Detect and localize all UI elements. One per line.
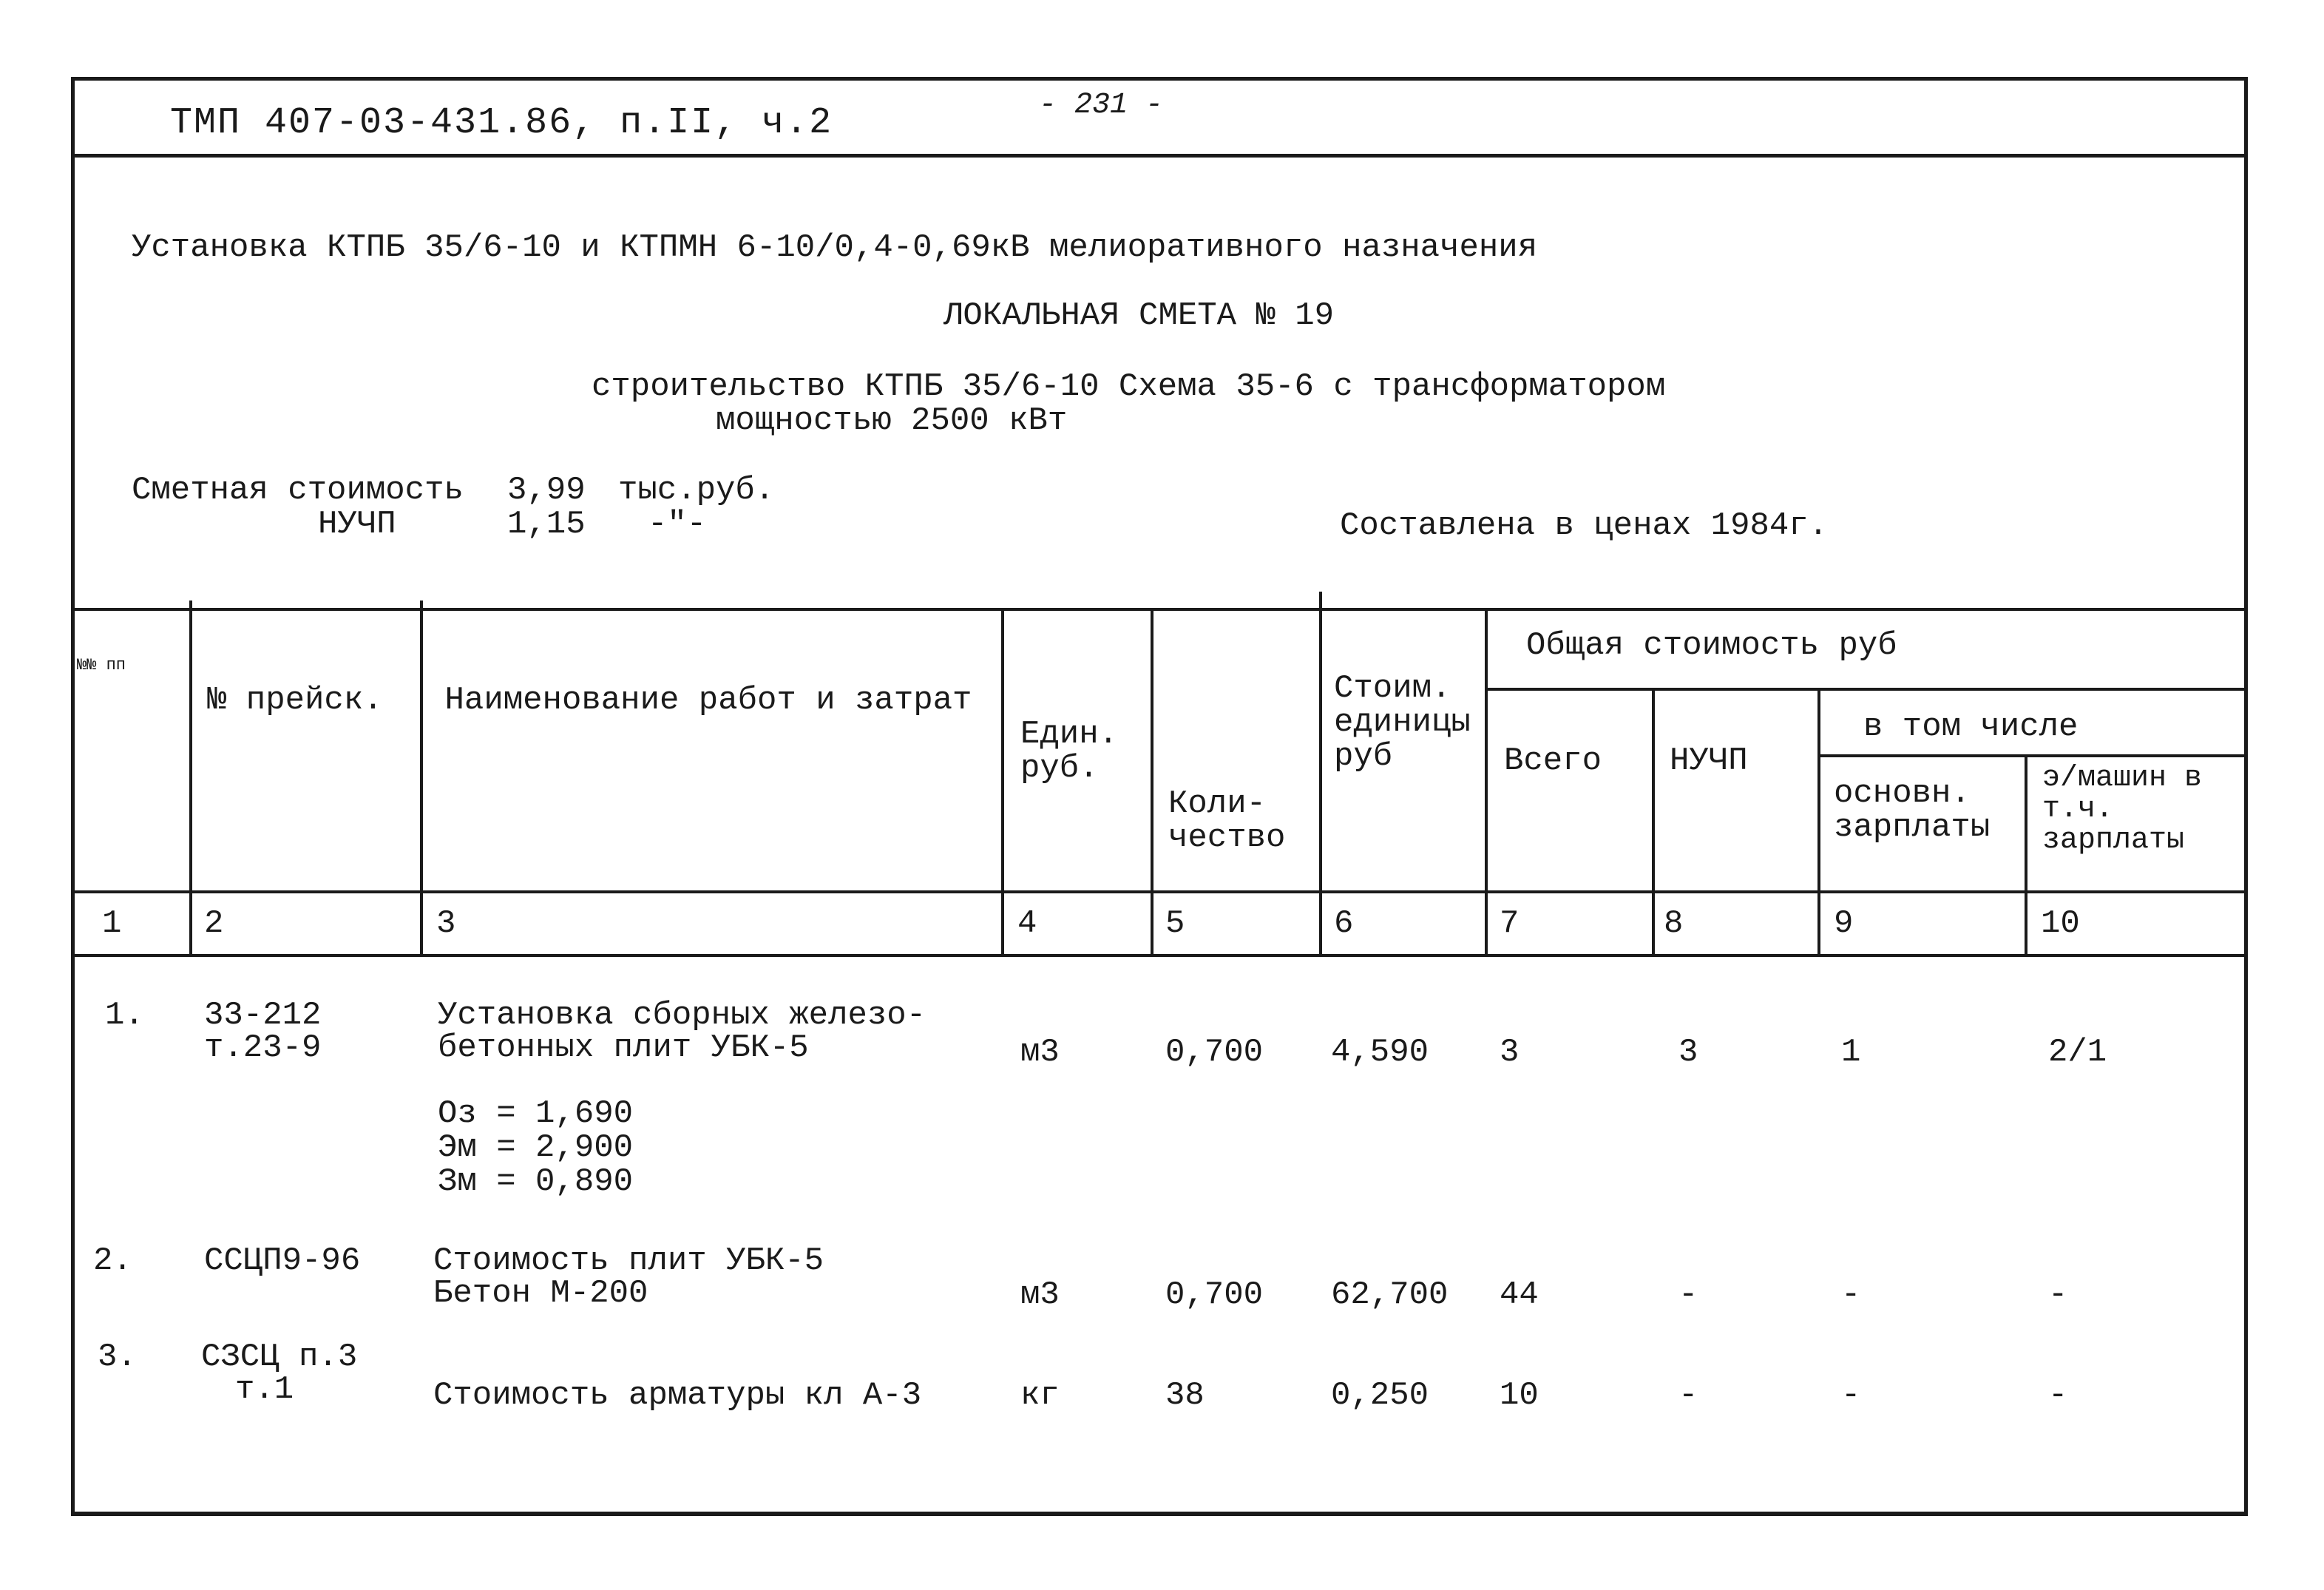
power-rating: мощностью 2500 кВт — [716, 402, 1068, 439]
column-number-1: 1 — [102, 905, 122, 942]
header-unit: Един. руб. — [1020, 716, 1119, 788]
total-group-line — [1485, 688, 2248, 691]
header-wages: основн. зарплаты — [1834, 775, 1991, 847]
cost-value: 3,99 — [507, 472, 586, 509]
column-number-7: 7 — [1500, 905, 1520, 942]
col-divider-1 — [189, 601, 192, 954]
unit: кг — [1020, 1377, 1060, 1414]
cost-label: Сметная стоимость — [132, 472, 464, 509]
column-number-4: 4 — [1017, 905, 1037, 942]
col-divider-7 — [1652, 688, 1655, 954]
unit: м3 — [1020, 1276, 1060, 1313]
column-number-2: 2 — [204, 905, 224, 942]
row-number: 3. — [98, 1339, 137, 1376]
header-unit-cost: Стоим. единицы руб — [1334, 670, 1471, 776]
work-name-cont: бетонных плит УБК-5 — [438, 1029, 809, 1066]
cost-note: Зм = 0,890 — [438, 1163, 634, 1200]
quantity: 0,700 — [1165, 1034, 1264, 1071]
machines-cost: - — [2048, 1276, 2068, 1313]
nuchp-label: НУЧП — [318, 506, 396, 543]
nuchp-value: 1,15 — [507, 506, 586, 543]
total-cost: 44 — [1500, 1276, 1539, 1313]
col-divider-8 — [1817, 688, 1820, 954]
cost-note: Оз = 1,690 — [438, 1095, 634, 1132]
quantity: 0,700 — [1165, 1276, 1264, 1313]
header-work-name: Наименование работ и затрат — [444, 682, 972, 719]
table-top-line — [71, 608, 2248, 611]
machines-cost: 2/1 — [2048, 1034, 2107, 1071]
pricelist-ref-detail: т.1 — [235, 1371, 294, 1408]
row-number: 1. — [105, 997, 144, 1034]
col-divider-2 — [420, 601, 423, 954]
machines-cost: - — [2048, 1377, 2068, 1414]
header-bottom-line — [71, 890, 2248, 893]
unit-cost: 0,250 — [1331, 1377, 1429, 1414]
column-number-8: 8 — [1664, 905, 1684, 942]
cost-unit: тыс.руб. — [618, 472, 775, 509]
nuchp-cost: - — [1678, 1276, 1698, 1313]
pricelist-ref: 33-212 — [204, 997, 322, 1034]
header-incl-group: в том числе — [1863, 708, 2079, 745]
nuchp-cost: 3 — [1678, 1034, 1698, 1071]
header-nuchp: НУЧП — [1670, 742, 1748, 779]
prices-note: Составлена в ценах 1984г. — [1340, 507, 1829, 544]
header-total: Всего — [1504, 742, 1602, 779]
cost-note: Эм = 2,900 — [438, 1129, 634, 1166]
total-cost: 3 — [1500, 1034, 1520, 1071]
document-code: ТМП 407-03-431.86, п.II, ч.2 — [170, 102, 833, 144]
col-divider-5 — [1319, 592, 1322, 954]
column-number-5: 5 — [1165, 905, 1185, 942]
column-number-6: 6 — [1334, 905, 1354, 942]
header-machines: э/машин в т.ч. зарплаты — [2042, 762, 2203, 857]
col-divider-6 — [1485, 608, 1488, 954]
quantity: 38 — [1165, 1377, 1205, 1414]
pricelist-ref-detail: т.23-9 — [204, 1029, 322, 1066]
wages-cost: 1 — [1841, 1034, 1861, 1071]
construction-title: строительство КТПБ 35/6-10 Схема 35-6 с трансформатором — [592, 368, 1666, 405]
col-divider-3 — [1001, 608, 1004, 954]
unit-cost: 4,590 — [1331, 1034, 1429, 1071]
pricelist-ref: ССЦП9-96 — [204, 1242, 361, 1279]
header-pricelist: № прейск. — [207, 682, 383, 719]
row-number: 2. — [93, 1242, 132, 1279]
work-name-cont: Бетон М-200 — [433, 1275, 648, 1312]
column-number-9: 9 — [1834, 905, 1854, 942]
col-divider-4 — [1151, 608, 1153, 954]
incl-group-line — [1819, 754, 2248, 757]
unit-cost: 62,700 — [1331, 1276, 1449, 1313]
work-name: Стоимость плит УБК-5 — [433, 1242, 824, 1279]
column-number-3: 3 — [436, 905, 456, 942]
work-name: Установка сборных железо- — [438, 997, 926, 1034]
header-divider — [71, 154, 2248, 158]
unit: м3 — [1020, 1034, 1060, 1071]
page-number: - 231 - — [1039, 89, 1164, 122]
wages-cost: - — [1841, 1276, 1861, 1313]
column-numbers-line — [71, 954, 2248, 957]
project-title: Установка КТПБ 35/6-10 и КТПМН 6-10/0,4-0,69кВ мелиоративного назначения — [132, 229, 1538, 266]
nuchp-cost: - — [1678, 1377, 1698, 1414]
nuchp-unit: -"- — [648, 506, 707, 543]
header-total-group: Общая стоимость руб — [1526, 627, 1897, 664]
column-number-10: 10 — [2041, 905, 2080, 942]
pricelist-ref: СЗСЦ п.3 — [201, 1339, 358, 1376]
col-divider-9 — [2025, 754, 2027, 954]
header-num-pp: №№ пп — [77, 656, 126, 674]
wages-cost: - — [1841, 1377, 1861, 1414]
header-quantity: Коли- чество — [1168, 785, 1286, 857]
work-name: Стоимость арматуры кл А-3 — [433, 1377, 922, 1414]
estimate-title: ЛОКАЛЬНАЯ СМЕТА № 19 — [944, 297, 1335, 334]
total-cost: 10 — [1500, 1377, 1539, 1414]
